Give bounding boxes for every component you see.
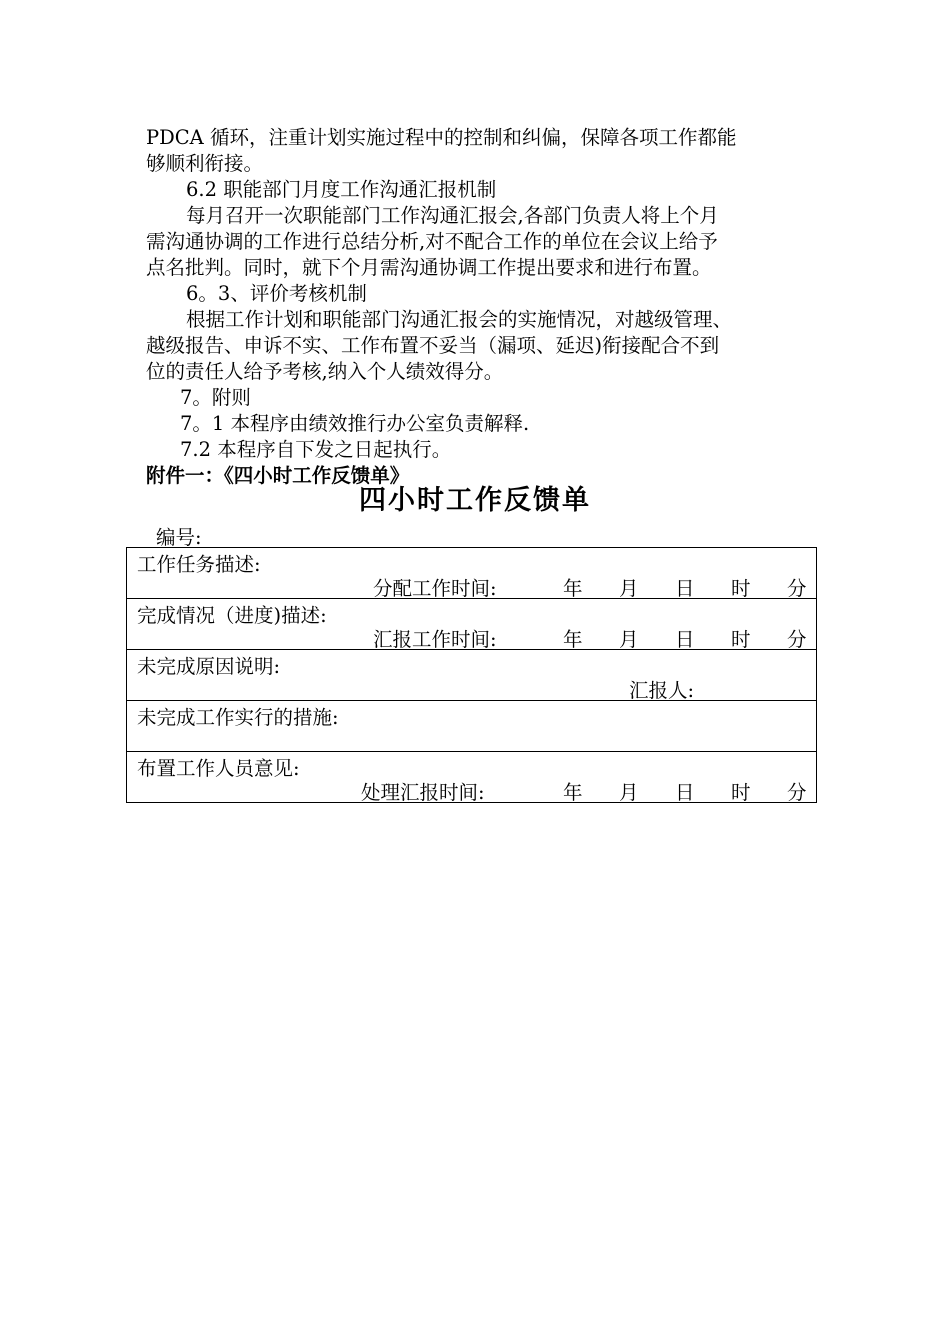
task-description-label: 工作任务描述: [137,553,261,576]
paragraph-line: 需沟通协调的工作进行总结分析,对不配合工作的单位在会议上给予 [146,230,718,253]
day-unit: 日 [675,781,695,804]
year-unit: 年 [563,577,583,600]
minute-unit: 分 [787,577,807,600]
form-row-progress-description [127,599,816,650]
form-row-task-description [127,548,816,599]
progress-description-label: 完成情况（进度)描述: [137,604,327,627]
attachment-heading: 附件一：《四小时工作反馈单》 [146,464,410,487]
form-row-incomplete-reason [127,650,816,701]
paragraph-line: 根据工作计划和职能部门沟通汇报会的实施情况，对越级管理、 [186,308,733,331]
paragraph-line: PDCA 循环，注重计划实施过程中的控制和纠偏，保障各项工作都能 [146,126,737,149]
month-unit: 月 [619,577,639,600]
form-title: 四小时工作反馈单 [359,485,591,516]
paragraph-line: 7。1 本程序由绩效推行办公室负责解释. [180,412,530,435]
section-heading: 6.2 职能部门月度工作沟通汇报机制 [186,178,497,201]
form-row-assigner-opinion [127,752,816,802]
feedback-form-table [126,547,817,803]
paragraph-line: 越级报告、申诉不实、工作布置不妥当（漏项、延迟)衔接配合不到 [146,334,720,357]
month-unit: 月 [619,781,639,804]
incomplete-reason-label: 未完成原因说明: [137,655,281,678]
hour-unit: 时 [731,781,751,804]
year-unit: 年 [563,781,583,804]
hour-unit: 时 [731,577,751,600]
reporter-label: 汇报人: [629,679,695,702]
year-unit: 年 [563,628,583,651]
section-heading: 6。3、评价考核机制 [186,282,367,305]
assigner-opinion-label: 布置工作人员意见: [137,757,300,780]
minute-unit: 分 [787,781,807,804]
paragraph-line: 7.2 本程序自下发之日起执行。 [180,438,452,461]
section-heading: 7。附则 [180,386,251,409]
assign-time-label: 分配工作时间: [373,577,497,600]
day-unit: 日 [675,577,695,600]
day-unit: 日 [675,628,695,651]
form-row-incomplete-measures [127,701,816,752]
form-number-label: 编号: [156,526,202,549]
paragraph-line: 够顺利衔接。 [146,152,264,175]
month-unit: 月 [619,628,639,651]
paragraph-line: 点名批判。同时，就下个月需沟通协调工作提出要求和进行布置。 [146,256,712,279]
hour-unit: 时 [731,628,751,651]
incomplete-measures-label: 未完成工作实行的措施: [137,706,339,729]
paragraph-line: 位的责任人给予考核,纳入个人绩效得分。 [146,360,504,383]
minute-unit: 分 [787,628,807,651]
report-time-label: 汇报工作时间: [373,628,497,651]
paragraph-line: 每月召开一次职能部门工作沟通汇报会,各部门负责人将上个月 [186,204,719,227]
handle-time-label: 处理汇报时间: [361,781,485,804]
